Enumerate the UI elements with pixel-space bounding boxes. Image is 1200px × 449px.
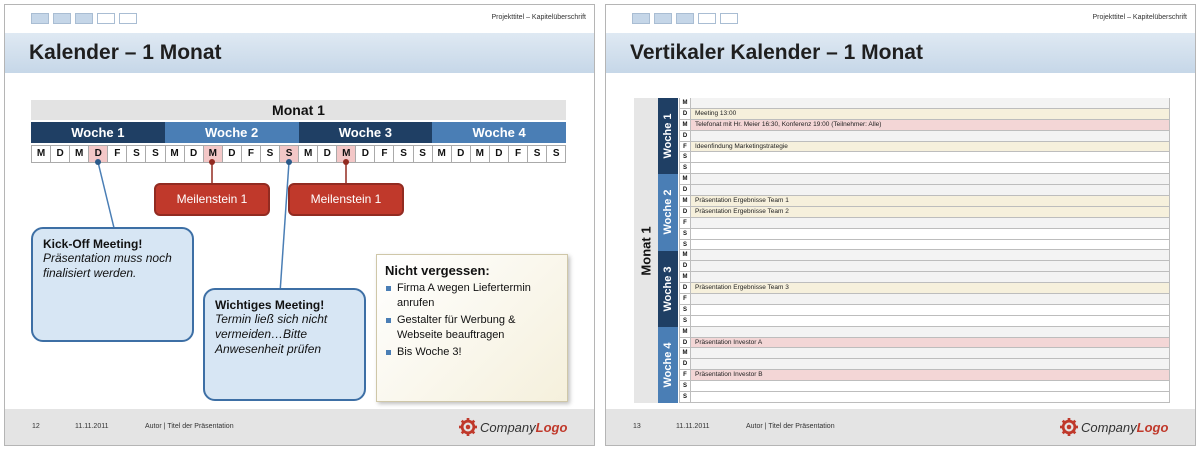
event-cell[interactable] (691, 359, 1170, 369)
note-item: Gestalter für Werbung & Webseite beauftragen (385, 313, 559, 343)
day-cell: S (280, 145, 299, 163)
milestone-box: Meilenstein 1 (288, 183, 404, 216)
callout-body: Termin ließ sich nicht vermeiden…Bitte Anwesenheit prüfen (215, 312, 328, 356)
day-letter: D (679, 261, 691, 271)
vertical-week (658, 98, 678, 174)
day-letter: S (679, 229, 691, 239)
calendar-row (679, 348, 1170, 359)
event-cell[interactable] (691, 348, 1170, 358)
event-cell[interactable] (691, 131, 1170, 141)
page-number: 12 (32, 423, 40, 430)
day-cell: D (490, 145, 509, 163)
calendar-row (679, 207, 1170, 218)
calendar-row (679, 185, 1170, 196)
slide-title: Kalender – 1 Monat (29, 41, 222, 64)
logo-text-logo: Logo (535, 419, 568, 435)
logo-text (1081, 420, 1168, 435)
project-title: Projekttitel – Kapitelüberschrift (1092, 14, 1187, 21)
event-cell[interactable] (691, 272, 1170, 282)
nav-box[interactable] (53, 13, 71, 24)
calendar-row (679, 131, 1170, 142)
connector-line (280, 162, 289, 293)
month-header: Monat 1 (31, 100, 566, 120)
day-cell: S (394, 145, 413, 163)
event-cell[interactable]: Präsentation Investor B (691, 370, 1170, 380)
day-letter: S (679, 305, 691, 315)
calendar-row (679, 229, 1170, 240)
event-cell[interactable] (691, 316, 1170, 326)
day-cell: M (471, 145, 490, 163)
day-cell: M (299, 145, 318, 163)
event-cell[interactable] (691, 240, 1170, 250)
reminder-note (376, 254, 568, 402)
day-letter: M (679, 174, 691, 184)
calendar-row (679, 283, 1170, 294)
calendar-row (679, 240, 1170, 251)
event-cell[interactable] (691, 174, 1170, 184)
day-cell: D (185, 145, 204, 163)
calendar-row (679, 250, 1170, 261)
day-letter: D (679, 131, 691, 141)
week-header-row (31, 122, 566, 143)
logo-text-company: Company (1081, 419, 1137, 435)
footer-author: Autor | Titel der Präsentation (145, 423, 234, 430)
month-label: Monat 1 (638, 225, 654, 276)
day-letter: D (679, 338, 691, 348)
day-letter: M (679, 272, 691, 282)
vertical-calendar-grid (679, 98, 1170, 403)
event-cell[interactable] (691, 152, 1170, 162)
day-letter: F (679, 218, 691, 228)
calendar-row (679, 327, 1170, 338)
calendar-row (679, 152, 1170, 163)
slide-horizontal-calendar (4, 4, 595, 446)
calendar-row (679, 370, 1170, 381)
vertical-week (658, 327, 678, 403)
calendar-row (679, 294, 1170, 305)
day-cell: S (414, 145, 433, 163)
title-bar (5, 33, 594, 75)
calendar-row (679, 109, 1170, 120)
day-letter: M (679, 120, 691, 130)
callout-title: Wichtiges Meeting! (215, 298, 325, 312)
logo-text-logo: Logo (1136, 419, 1169, 435)
day-letter: M (679, 98, 691, 108)
day-letter: S (679, 316, 691, 326)
day-cell: M (32, 145, 51, 163)
event-cell[interactable]: Präsentation Ergebnisse Team 1 (691, 196, 1170, 206)
day-letter: D (679, 207, 691, 217)
day-cell: D (89, 145, 108, 163)
day-cell: F (108, 145, 127, 163)
calendar-row (679, 163, 1170, 174)
day-letter: D (679, 185, 691, 195)
event-cell[interactable]: Telefonat mit Hr. Meier 16:30, Konferenz 19:00 (Teilnehmer: Alle) (691, 120, 1170, 130)
event-cell[interactable]: Präsentation Investor A (691, 338, 1170, 348)
gear-icon (1060, 418, 1078, 436)
footer (5, 409, 594, 445)
calendar-row (679, 359, 1170, 370)
calendar-row (679, 98, 1170, 109)
nav-box[interactable] (75, 13, 93, 24)
title-bar (606, 33, 1195, 75)
nav-box[interactable] (698, 13, 716, 24)
day-cell: S (261, 145, 280, 163)
calendar-row (679, 272, 1170, 283)
day-cell: M (337, 145, 356, 163)
nav-box[interactable] (654, 13, 672, 24)
day-cell: D (356, 145, 375, 163)
calendar-row (679, 196, 1170, 207)
event-cell[interactable] (691, 229, 1170, 239)
day-letter: M (679, 196, 691, 206)
footer-author: Autor | Titel der Präsentation (746, 423, 835, 430)
day-letter: S (679, 152, 691, 162)
day-cell: D (318, 145, 337, 163)
callout-kickoff (31, 227, 194, 342)
day-cell: S (547, 145, 566, 163)
week-label: Woche 2 (662, 189, 674, 235)
nav-box[interactable] (720, 13, 738, 24)
event-cell[interactable] (691, 392, 1170, 402)
event-cell[interactable] (691, 261, 1170, 271)
day-letter: S (679, 381, 691, 391)
day-letter: S (679, 240, 691, 250)
nav-box[interactable] (31, 13, 49, 24)
project-title: Projekttitel – Kapitelüberschrift (491, 14, 586, 21)
day-letter: S (679, 163, 691, 173)
event-cell[interactable] (691, 218, 1170, 228)
company-logo (459, 418, 567, 436)
calendar-row (679, 174, 1170, 185)
day-letter: M (679, 327, 691, 337)
event-cell[interactable]: Präsentation Ergebnisse Team 3 (691, 283, 1170, 293)
day-cell: D (452, 145, 471, 163)
footer (606, 409, 1195, 445)
nav-boxes (632, 13, 738, 24)
nav-boxes (31, 13, 137, 24)
event-cell[interactable]: Meeting 13:00 (691, 109, 1170, 119)
calendar-row (679, 218, 1170, 229)
day-cell: M (166, 145, 185, 163)
slide-title: Vertikaler Kalender – 1 Monat (630, 41, 923, 64)
week-label: Woche 1 (662, 113, 674, 159)
calendar-row (679, 120, 1170, 131)
event-cell[interactable] (691, 381, 1170, 391)
note-item: Bis Woche 3! (385, 345, 559, 360)
day-letter: D (679, 109, 691, 119)
day-letter: M (679, 250, 691, 260)
day-cell: F (509, 145, 528, 163)
day-cell: S (146, 145, 165, 163)
footer-date: 11.11.2011 (75, 423, 109, 430)
day-cell: S (528, 145, 547, 163)
callout-title: Kick-Off Meeting! (43, 237, 143, 251)
gear-icon (459, 418, 477, 436)
day-cell: D (223, 145, 242, 163)
event-cell[interactable] (691, 294, 1170, 304)
calendar-row (679, 261, 1170, 272)
nav-box[interactable] (632, 13, 650, 24)
day-cell: F (242, 145, 261, 163)
calendar-row (679, 392, 1170, 403)
event-cell[interactable] (691, 327, 1170, 337)
day-cell: F (375, 145, 394, 163)
calendar-row (679, 142, 1170, 153)
nav-box[interactable] (119, 13, 137, 24)
day-letter: D (679, 283, 691, 293)
day-cell: M (433, 145, 452, 163)
vertical-month-label (634, 98, 658, 403)
logo-text (480, 420, 567, 435)
day-letter: F (679, 294, 691, 304)
note-list (385, 281, 559, 360)
event-cell[interactable]: Präsentation Ergebnisse Team 2 (691, 207, 1170, 217)
logo-text-company: Company (480, 419, 536, 435)
event-cell[interactable] (691, 185, 1170, 195)
vertical-week (658, 251, 678, 327)
day-letter: S (679, 392, 691, 402)
event-cell[interactable] (691, 98, 1170, 108)
day-cell: M (204, 145, 223, 163)
vertical-week (658, 174, 678, 250)
note-title: Nicht vergessen: (385, 263, 490, 278)
day-letter: M (679, 348, 691, 358)
day-cell: D (51, 145, 70, 163)
event-cell[interactable]: Ideenfindung Marketingstrategie (691, 142, 1170, 152)
day-row (31, 145, 566, 163)
calendar-row (679, 305, 1170, 316)
page-number: 13 (633, 423, 641, 430)
week-header: Woche 4 (432, 122, 566, 143)
calendar-row (679, 338, 1170, 349)
week-label: Woche 3 (662, 266, 674, 312)
day-letter: D (679, 359, 691, 369)
callout-body: Präsentation muss noch finalisiert werden. (43, 251, 172, 280)
slide-vertical-calendar (605, 4, 1196, 446)
nav-box[interactable] (97, 13, 115, 24)
footer-date: 11.11.2011 (676, 423, 710, 430)
note-item: Firma A wegen Liefertermin anrufen (385, 281, 559, 311)
week-header: Woche 2 (165, 122, 299, 143)
event-cell[interactable] (691, 305, 1170, 315)
day-cell: S (127, 145, 146, 163)
day-cell: M (70, 145, 89, 163)
week-label: Woche 4 (662, 342, 674, 388)
nav-box[interactable] (676, 13, 694, 24)
calendar-row (679, 316, 1170, 327)
event-cell[interactable] (691, 250, 1170, 260)
day-letter: F (679, 142, 691, 152)
company-logo (1060, 418, 1168, 436)
milestone-box: Meilenstein 1 (154, 183, 270, 216)
week-header: Woche 3 (299, 122, 433, 143)
connector-line (98, 162, 115, 232)
event-cell[interactable] (691, 163, 1170, 173)
calendar-row (679, 381, 1170, 392)
week-header: Woche 1 (31, 122, 165, 143)
day-letter: F (679, 370, 691, 380)
callout-important (203, 288, 366, 401)
